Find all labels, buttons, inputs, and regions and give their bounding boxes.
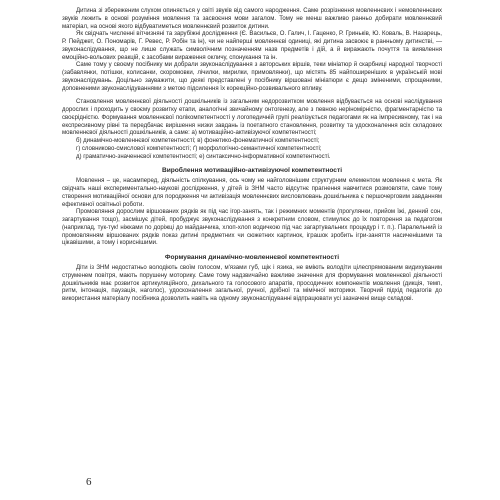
paragraph-intro: Дитина зі збереженим слухом опиняється у світі звуків від самого народження. Саме розрізнення мовленнєвих і немовленнєвих звуків лежить в основі розуміння мовлення та засвоєння мови загалом. Тому не менш важливо ранньо добирати мовленнєвий матеріал, на основі якого відбуватиметься мовленнєвий розвиток дитини. <box>62 8 442 30</box>
competence-list <box>62 138 442 161</box>
paragraph-research: Як свідчать численні вітчизняні та зарубіжні дослідження (Є. Васильєв, О. Галич, І. Гаценко, Р. Гриньків, Ю. Коваль, В. Назарець, Р. Пейджет, О. Пономарів, Г. Ревес, Р. Робін та ін), чи не найперші мовленнєві одиниці, які дитина засвоює в ранньому дитинстві, — звуконаслідування, що не лише служать символічним позначенням назв предметів і дій, а й виражають почуття та виявлення емоційно-вольових реакцій, є засобами вираження окличу, спонукання та ін. <box>62 31 442 61</box>
section-heading-motivation: Вироблення мотиваційно-активізуючої компетентності <box>161 167 343 175</box>
list-item: д) граматично-значеннєвої компетентності; е) синтаксично-інформативної компетентності. <box>76 153 331 160</box>
list-item: г) словниково-смислової компетентності; ґ) морфологічно-семантичної компетентності; <box>76 145 322 152</box>
list-item: б) динамічно-мовленнєвої компетентності; в) фонетико-фонематичної компетентності; <box>76 138 320 144</box>
section-heading-dynamic: Формування динамічно-мовленнєвої компетентності <box>164 254 340 261</box>
paragraph-manual: Саме тому у своєму посібнику ми добрали звуконаслідування з авторських віршів, теки мініатюр й скарбниці народної творчості (забавлянки, потішки, колисанки, скоромовки, лічилки, мирилки, примовлянки), що містять 85 найпоширеніших в українській мові звуконаслідувань. Доцільно зауважити, що деякі представлені у посібнику віршовані мініатюри є дещо зміненими, спрощеними, доповненими звуконаслідуваннями з метою підсилення їх корекційно-розвивального впливу. <box>62 62 442 92</box>
paragraph-motivation-1: Мовлення – це, насамперед, діяльність спілкування, ось чому не найголовнішим структурним елементом мовлення є мета. Як свідчать наші експериментально-наукові дослідження, у дітей із ЗНМ часто відсутнє прагнення навчитися розмовляти, саме тому створення мотиваційної основи для породження чи активізація мовленнєвих висловлювань дошкільника є першочерговим завданням ефективної освітньої роботи. <box>62 178 442 208</box>
paragraph-motivation-2: Промовляння дорослим віршованих рядків як під час ігор-занять, так і режимних моментів (прогулянки, прийом їжі, денний сон, загартування тощо), засмішує дітей, пробуджує звуконаслідування з конкретним словом, стимулює до їх повторення за педагогом (наприклад, тук-тук! ніжками по доріжці до майданчика, хлоп-хлоп водичкою під час загартувальних процедур і т. п.). Паралельний із промовлянням віршованих рядків показ дитині предметних чи сюжетних картинок, іграшок зробить ігри-заняття насиченішими та цікавішими, а тому і корисніш​ими. <box>62 209 442 247</box>
paragraph-dynamic: Діти із ЗНМ недостатньо володіють своїм голосом, м'язами губ, щік і язика, не вміють володіти цілеспрямованим видихуваним струменем повітря, мають порушену моторику. Саме тому надзвичайно важливе значення для формування мовленнєвої діяльності дошкільників має розвиток артикуляційного, дихального та голосового апаратів, просодичних компонентів мовлення (дикція, темп, ритм, інтонація, паузація, наголос), удосконалення загальної, ручної, дрібної та мімічної моторики. Творчий підхід педагогів до використання матеріалу посібника дозволить навіть на одному звуконаслідуванні відпрацювати усі зазначені вище складові. <box>62 265 442 302</box>
page-number: 6 <box>86 476 92 488</box>
paragraph-development: Становлення мовленнєвої діяльності дошкільників із загальним недорозвитком мовлення відбувається на основі наслідування дорослих і проходить у своєму розвитку етапи, аналогічні звичайному онтогенезу, але з певною неріномірністю, фрагментарністю та своєрідністю. Формування мовленнєвої полікомпетентності у логопедичній групі реалізується педагогами як на імпресивному, так і на експресивному рівні та передбачає вирішення низки завдань із поетапного становлення, розвитку та удосконалення всіх складових мовленнєвої діяльності дошкільників, а саме: а) мотиваційно-активізуючої компетентності; <box>62 99 442 137</box>
